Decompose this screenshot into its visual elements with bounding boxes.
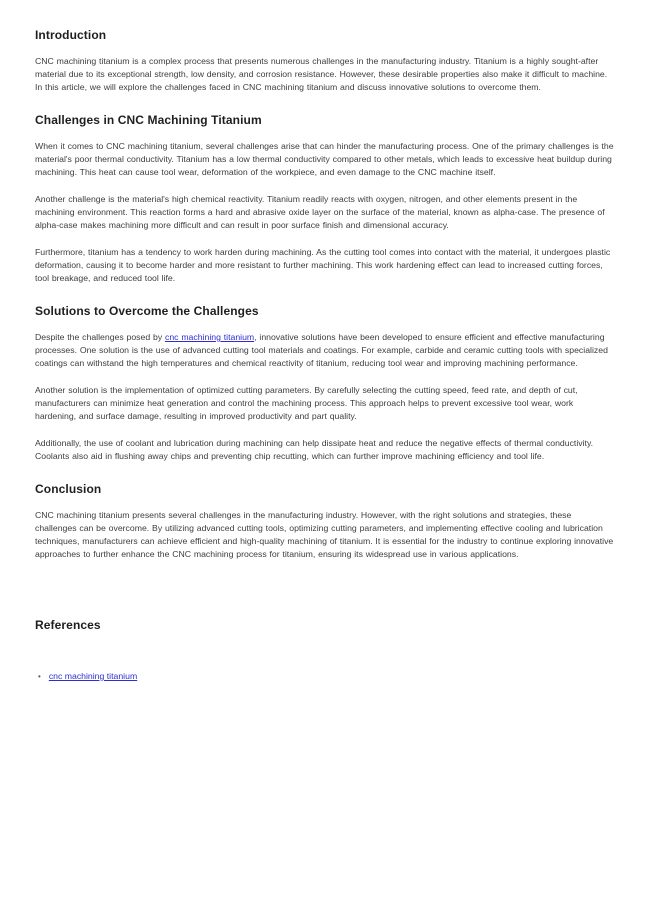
solutions-paragraph-1: [35, 331, 615, 370]
solutions-paragraph-1-before: Despite the challenges posed by: [35, 332, 165, 342]
intro-heading: Introduction: [35, 28, 107, 42]
solutions-paragraph-2: Another solution is the implementation of optimized cutting parameters. By carefully selecting the cutting speed, feed rate, and depth of cut, manufacturers can minimize heat generation and control the machining process. This approach helps to prevent excessive tool wear, work hardening, and surface damage, resulting in improved productivity and part quality.: [35, 385, 578, 421]
challenges-paragraph-1: When it comes to CNC machining titanium, several challenges arise that can hinder the manufacturing process. One of the primary challenges is the material's poor thermal conductivity. Titanium has a low thermal conductivity compared to other metals, which leads to excessive heat buildup during machining. This heat can cause tool wear, deformation of the workpiece, and even damage to the CNC machine itself.: [35, 141, 614, 177]
references-heading: References: [35, 618, 101, 632]
challenges-heading: Challenges in CNC Machining Titanium: [35, 113, 262, 127]
challenges-paragraph-3: Furthermore, titanium has a tendency to work harden during machining. As the cutting tool comes into contact with the material, it undergoes plastic deformation, causing it to become harder and more resistant to further machining. This work hardening effect can lead to increased cutting forces, tool breakage, and reduced tool life.: [35, 247, 611, 283]
bullet-icon: •: [38, 672, 41, 681]
conclusion-paragraph: CNC machining titanium presents several challenges in the manufacturing industry. However, with the right solutions and strategies, these challenges can be overcome. By utilizing advanced cutting tools, optimizing cutting parameters, and implementing effective cooling and lubrication techniques, manufacturers can achieve efficient and high-quality machining of titanium. It is essential for the industry to continue exploring innovative approaches to further enhance the CNC machining process for titanium, ensuring its widespread use in various applications.: [35, 510, 614, 559]
challenges-paragraph-2: Another challenge is the material's high chemical reactivity. Titanium readily reacts with oxygen, nitrogen, and other elements present in the machining environment. This reaction forms a hard and abrasive oxide layer on the surface of the material, known as alpha-case. The presence of alpha-case makes machining more difficult and can result in poor surface finish and dimensional accuracy.: [35, 194, 605, 230]
cnc-machining-titanium-reference-link[interactable]: cnc machining titanium: [48, 671, 138, 681]
intro-paragraph: CNC machining titanium is a complex process that presents numerous challenges in the manufacturing industry. Titanium is a highly sought-after material due to its exceptional strength, low density, and corrosion resistance. However, these desirable properties also make it difficult to machine. In this article, we will explore the challenges faced in CNC machining titanium and discuss innovative solutions to overcome them.: [35, 56, 608, 92]
list-item: [35, 670, 615, 683]
references-list: [35, 670, 615, 683]
solutions-paragraph-1-after: , innovative solutions have been developed to ensure efficient and effective manufacturing processes. One solution is the use of advanced cutting tool materials and coatings. For example, carbide and ceramic cutting tools with specialized coatings can withstand the high temperatures and chemical reactivity of titanium, reducing tool wear and improving machining performance.: [35, 332, 608, 368]
cnc-machining-titanium-inline-link[interactable]: cnc machining titanium: [164, 332, 255, 342]
conclusion-heading: Conclusion: [35, 482, 102, 496]
solutions-heading: Solutions to Overcome the Challenges: [35, 304, 259, 318]
solutions-paragraph-3: Additionally, the use of coolant and lubrication during machining can help dissipate heat and reduce the negative effects of thermal conductivity. Coolants also aid in flushing away chips and preventing chip recutting, which can further improve machining efficiency and tool life.: [35, 438, 594, 461]
